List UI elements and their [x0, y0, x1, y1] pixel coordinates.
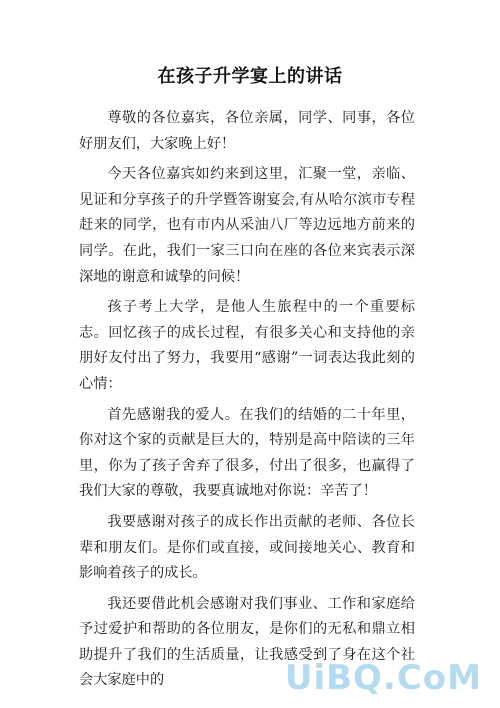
- paragraph-thanks-friends: 我还要借此机会感谢对我们事业、工作和家庭给予过爱护和帮助的各位朋友，是你们的无私和鼎立相助提升了我们的生活质量，让我感受到了身在这个社会大家庭中的: [79, 595, 415, 689]
- paragraph-thanks-spouse: 首先感谢我的爱人。在我们的结婚的二十年里，你对这个家的贡献是巨大的，特别是高中陪读的三年里，你为了孩子舍弃了很多，付出了很多，也赢得了我们大家的尊敬，我要真诚地对你说：辛苦了！: [79, 406, 415, 500]
- paragraph-welcome: 今天各位嘉宾如约来到这里，汇聚一堂，亲临、见证和分享孩子的升学暨答谢宴会,有从哈尔滨市专程赶来的同学，也有市内从采油八厂等边远地方前来的同学。在此，我们一家三口向在座的各位来宾表示深深地的谢意和诚挚的问候！: [79, 166, 415, 285]
- paragraph-milestone: 孩子考上大学，是他人生旅程中的一个重要标志。回忆孩子的成长过程，有很多关心和支持他的亲朋好友付出了努力，我要用“感谢”一词表达我此刻的心情：: [79, 299, 415, 392]
- paragraph-greeting: 尊敬的各位嘉宾，各位亲属，同学、同事，各位好朋友们，大家晚上好！: [79, 110, 415, 152]
- paragraph-thanks-teachers: 我要感谢对孩子的成长作出贡献的老师、各位长辈和朋友们。是你们或直接，或间接地关心、教育和影响着孩子的成长。: [79, 513, 415, 582]
- watermark: UiBQ.CoM: [284, 658, 482, 698]
- document-title: 在孩子升学宴上的讲话: [157, 66, 343, 87]
- document-body: [79, 106, 415, 699]
